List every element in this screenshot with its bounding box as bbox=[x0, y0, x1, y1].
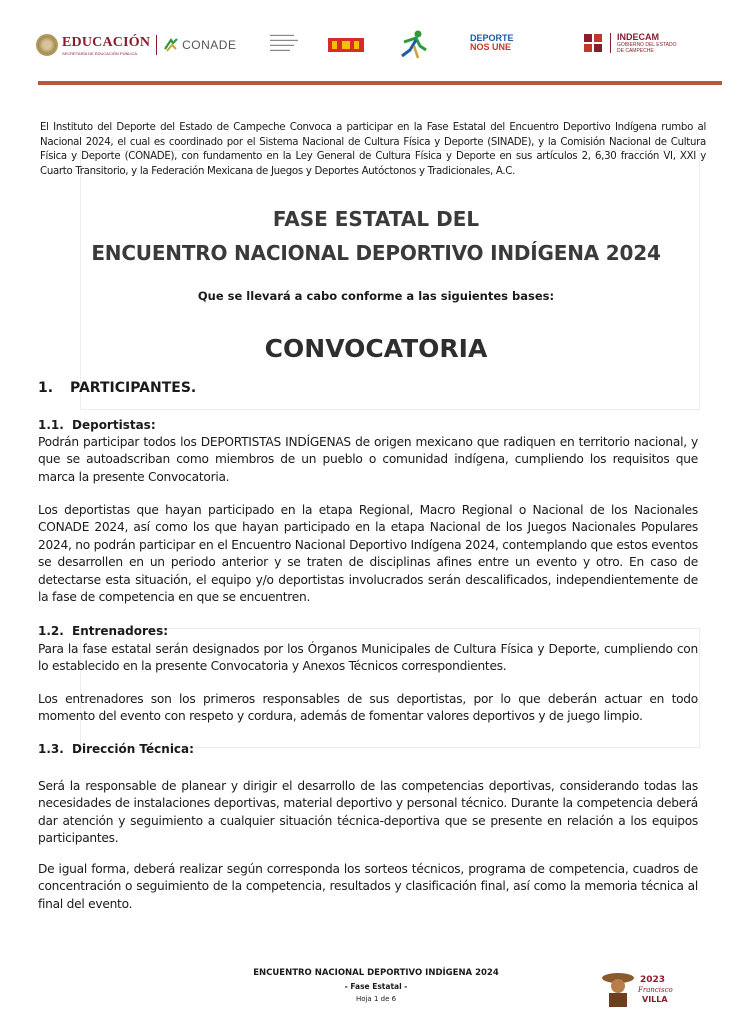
section-1-3-paragraph-2: De igual forma, deberá realizar según corresponda los sorteos técnicos, programa de competencia, cuadros de concentración o seguimiento de la competencia, resultados y clasificación final, así como la memoria técnica al final del evento. bbox=[38, 862, 698, 911]
section-1-3-number: 1.3. bbox=[38, 742, 64, 756]
bleed-through-table bbox=[80, 150, 700, 410]
deporte-label: DEPORTE bbox=[470, 33, 514, 43]
section-1-number: 1. bbox=[38, 380, 54, 396]
educacion-label: EDUCACIÓN bbox=[62, 34, 151, 50]
title-line-2: ENCUENTRO NACIONAL DEPORTIVO INDÍGENA 2024 bbox=[91, 241, 661, 265]
footer-page-number: Hoja 1 de 6 bbox=[355, 995, 397, 1003]
francisco-villa-logo bbox=[600, 966, 680, 1012]
nos-une-label: NOS UNE bbox=[470, 42, 512, 52]
section-1-2-paragraph-2: Los entrenadores son los primeros responsables de sus deportistas, por lo que deberán actuar en todo momento del evento con respeto y cordura, además de fomentar valores deportivos y de juego limpio. bbox=[38, 692, 698, 724]
section-1-2-title: Entrenadores: bbox=[72, 624, 169, 638]
educacion-logo bbox=[36, 34, 236, 56]
educacion-sub-label: SECRETARÍA DE EDUCACIÓN PÚBLICA bbox=[62, 50, 138, 56]
indecam-label: INDECAM bbox=[617, 32, 659, 42]
header-logos bbox=[30, 22, 724, 72]
deporte-nos-une-logo bbox=[470, 34, 514, 52]
section-1-heading bbox=[38, 380, 196, 396]
section-1-title: PARTICIPANTES. bbox=[70, 380, 197, 396]
section-1-1-paragraph-2: Los deportistas que hayan participado en la etapa Regional, Macro Regional o Nacional de los Nacionales CONADE 2024, así como los que hayan participado en la etapa Nacional de los Juegos Nacionales Populares 2024, no podrán participar en el Encuentro Nacional Deportivo Indígena 2024, contemplando que estos eventos se desarrollen en un periodo anterior y se traten de disciplinas afines entre un evento y otro. En caso de detectarse esta situación, el equipo y/o deportistas involucrados serán descalificados, independientemente de la fase de competencia en que se encuentren. bbox=[38, 503, 698, 605]
title-line-1: FASE ESTATAL DEL bbox=[272, 207, 480, 231]
section-1-2-heading bbox=[38, 624, 168, 638]
section-1-2-paragraph-1: Para la fase estatal serán designados por los Órganos Municipales de Cultura Física y Deporte, cumpliendo con lo establecido en la presente Convocatoria y Anexos Técnicos correspondientes. bbox=[38, 642, 698, 674]
header-rule bbox=[38, 81, 722, 85]
state-logo-text: ▬▬▬▬▬▬ ▬▬▬▬▬▬▬ ▬▬▬▬▬▬ ▬▬▬▬▬ bbox=[270, 32, 298, 52]
section-1-3-title: Dirección Técnica: bbox=[72, 742, 194, 756]
indecam-sub-label-1: GOBIERNO DEL ESTADO bbox=[617, 42, 677, 48]
mexico-seal-icon bbox=[36, 34, 58, 56]
indecam-divider bbox=[610, 33, 611, 53]
villa-year: 2023 bbox=[640, 975, 666, 985]
logo-divider bbox=[156, 35, 157, 55]
villa-text-1: Francisco bbox=[638, 986, 673, 994]
indecam-icon bbox=[582, 32, 604, 54]
runner-icon bbox=[396, 28, 430, 62]
runner-logo bbox=[396, 28, 430, 62]
section-1-1-number: 1.1. bbox=[38, 418, 64, 432]
section-1-2-number: 1.2. bbox=[38, 624, 64, 638]
section-1-1-paragraph-1: Podrán participar todos los DEPORTISTAS INDÍGENAS de origen mexicano que radiquen en territorio nacional, y que se autoadscriban como miembros de un pueblo o comunidad indígena, cumpliendo los requisitos que marca la presente Convocatoria. bbox=[38, 435, 698, 484]
villa-text-2: VILLA bbox=[642, 995, 668, 1004]
rh-logo-icon bbox=[328, 36, 364, 54]
francisco-villa-emblem-icon bbox=[600, 966, 680, 1012]
conade-icon bbox=[163, 37, 179, 53]
section-1-1-title: Deportistas: bbox=[72, 418, 156, 432]
indecam-logo bbox=[582, 32, 676, 54]
convocatoria-heading: CONVOCATORIA bbox=[264, 334, 488, 363]
conade-label: CONADE bbox=[182, 38, 237, 52]
section-1-3-heading bbox=[38, 742, 194, 756]
state-logo bbox=[270, 32, 316, 52]
rh-logo bbox=[328, 36, 364, 54]
indecam-sub-label-2: DE CAMPECHE bbox=[617, 48, 654, 54]
footer-event-name: ENCUENTRO NACIONAL DEPORTIVO INDÍGENA 2024 bbox=[253, 968, 499, 978]
section-1-3-paragraph-1: Será la responsable de planear y dirigir el desarrollo de las competencias deportivas, considerando todas las necesidades de instalaciones deportivas, material deportivo y personal técnico. Durante la competencia deberá dar atención y seguimiento a cualquier situación técnica-deportiva que se presente en relación a los equipos participantes. bbox=[38, 779, 698, 846]
subtitle: Que se llevará a cabo conforme a las siguientes bases: bbox=[197, 289, 555, 303]
footer-phase: - Fase Estatal - bbox=[344, 982, 408, 991]
section-1-1-heading bbox=[38, 418, 156, 432]
intro-paragraph: El Instituto del Deporte del Estado de Campeche Convoca a participar en la Fase Estatal del Encuentro Deportivo Indígena rumbo al Nacional 2024, el cual es coordinado por el Sistema Nacional de Cultura Física y Deporte (SINADE), y la Comisión Nacional de Cultura Física y Deporte (CONADE), con fundamento en la Ley General de Cultura Física y Deporte en sus artículos 2, 6,30 fracción VI, XXI y Cuarto Transitorio, y la Federación Mexicana de Juegos y Deportes Autóctonos y Tradicionales, A.C. bbox=[40, 122, 706, 177]
